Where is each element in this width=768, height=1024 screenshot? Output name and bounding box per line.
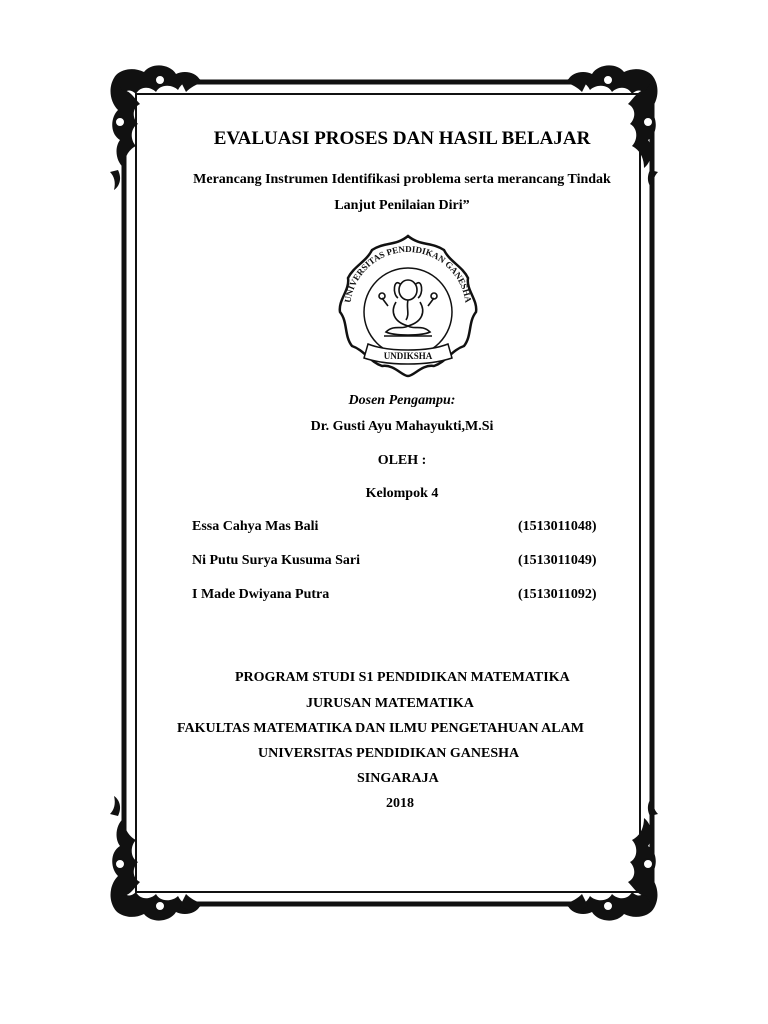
logo-ribbon-text: UNDIKSHA [383, 351, 433, 361]
member-name: Essa Cahya Mas Bali [192, 519, 319, 534]
program-line-5: SINGARAJA [357, 771, 439, 786]
program-line-6: 2018 [386, 796, 414, 811]
member-name: Ni Putu Surya Kusuma Sari [192, 553, 361, 568]
program-line-3: FAKULTAS MATEMATIKA DAN ILMU PENGETAHUAN ALAM [177, 721, 584, 736]
program-line-2: JURUSAN MATEMATIKA [306, 696, 474, 711]
lecturer-name: Dr. Gusti Ayu Mahayukti,M.Si [310, 419, 494, 434]
by-label: OLEH : [377, 453, 427, 468]
subtitle-line-2: Lanjut Penilaian Diri” [334, 198, 470, 213]
program-line-1: PROGRAM STUDI S1 PENDIDIKAN MATEMATIKA [235, 670, 570, 685]
lecturer-label: Dosen Pengampu: [348, 393, 456, 408]
document-title: EVALUASI PROSES DAN HASIL BELAJAR [213, 128, 591, 149]
member-nim: (1513011048) [518, 519, 597, 534]
member-nim: (1513011092) [518, 587, 597, 602]
member-nim: (1513011049) [518, 553, 597, 568]
group-label: Kelompok 4 [365, 486, 439, 501]
university-logo [328, 232, 488, 380]
program-line-4: UNIVERSITAS PENDIDIKAN GANESHA [258, 746, 520, 761]
logo-arc-text: UNIVERSITAS PENDIDIKAN GANESHA [342, 243, 474, 304]
subtitle-line-1: Merancang Instrumen Identifikasi problema serta merancang Tindak [193, 172, 611, 187]
member-name: I Made Dwiyana Putra [192, 587, 330, 602]
